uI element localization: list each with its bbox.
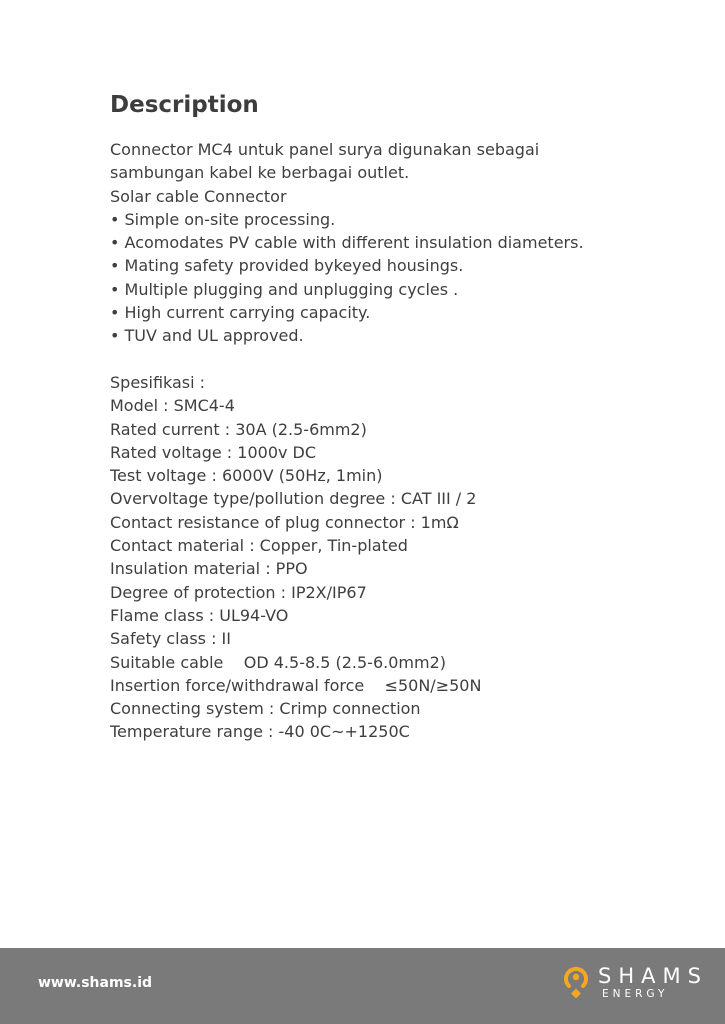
spec-heading: Spesifikasi : bbox=[110, 372, 206, 392]
spec-line: Overvoltage type/pollution degree : CAT III / 2 bbox=[110, 489, 477, 509]
spacer bbox=[110, 348, 670, 371]
spec-line: Connecting system : Crimp connection bbox=[110, 699, 421, 719]
description-block bbox=[110, 138, 670, 348]
spec-line: Degree of protection : IP2X/IP67 bbox=[110, 582, 367, 602]
brand-subtitle: ENERGY bbox=[602, 988, 669, 1000]
spec-line: Safety class : II bbox=[110, 629, 231, 649]
spec-line: Model : SMC4-4 bbox=[110, 396, 235, 416]
brand-logo bbox=[560, 964, 708, 1008]
sun-bulb-logo-icon bbox=[560, 964, 592, 998]
description-line: sambungan kabel ke berbagai outlet. bbox=[110, 163, 410, 183]
spec-line: Rated current : 30A (2.5-6mm2) bbox=[110, 419, 367, 439]
website-link[interactable]: www.shams.id bbox=[38, 975, 153, 991]
feature-bullet: • High current carrying capacity. bbox=[110, 303, 371, 323]
spec-line: Rated voltage : 1000v DC bbox=[110, 442, 317, 462]
brand-name: SHAMS bbox=[598, 964, 708, 988]
footer-bar bbox=[0, 948, 725, 1024]
specification-block bbox=[110, 371, 670, 744]
spec-line: Contact resistance of plug connector : 1mΩ bbox=[110, 512, 459, 532]
spec-line: Temperature range : -40 0C~+1250C bbox=[110, 722, 410, 742]
description-line: Connector MC4 untuk panel surya digunakan sebagai bbox=[110, 140, 540, 159]
feature-bullet: • Multiple plugging and unplugging cycles . bbox=[110, 279, 459, 299]
spec-line: Test voltage : 6000V (50Hz, 1min) bbox=[110, 466, 383, 486]
feature-bullet: • Mating safety provided bykeyed housings. bbox=[110, 256, 464, 276]
feature-bullet: • Acomodates PV cable with different insulation diameters. bbox=[110, 233, 584, 253]
feature-bullet: • TUV and UL approved. bbox=[110, 326, 304, 346]
spec-line: Contact material : Copper, Tin-plated bbox=[110, 536, 408, 556]
spec-line: Insulation material : PPO bbox=[110, 559, 308, 579]
spec-line: Suitable cable OD 4.5-8.5 (2.5-6.0mm2) bbox=[110, 652, 446, 672]
description-line: Solar cable Connector bbox=[110, 186, 287, 206]
spec-line: Insertion force/withdrawal force ≤50N/≥50N bbox=[110, 675, 482, 695]
spec-line: Flame class : UL94-VO bbox=[110, 605, 289, 625]
feature-bullet: • Simple on-site processing. bbox=[110, 209, 336, 229]
document-body bbox=[110, 90, 670, 744]
page-title: Description bbox=[110, 92, 259, 118]
